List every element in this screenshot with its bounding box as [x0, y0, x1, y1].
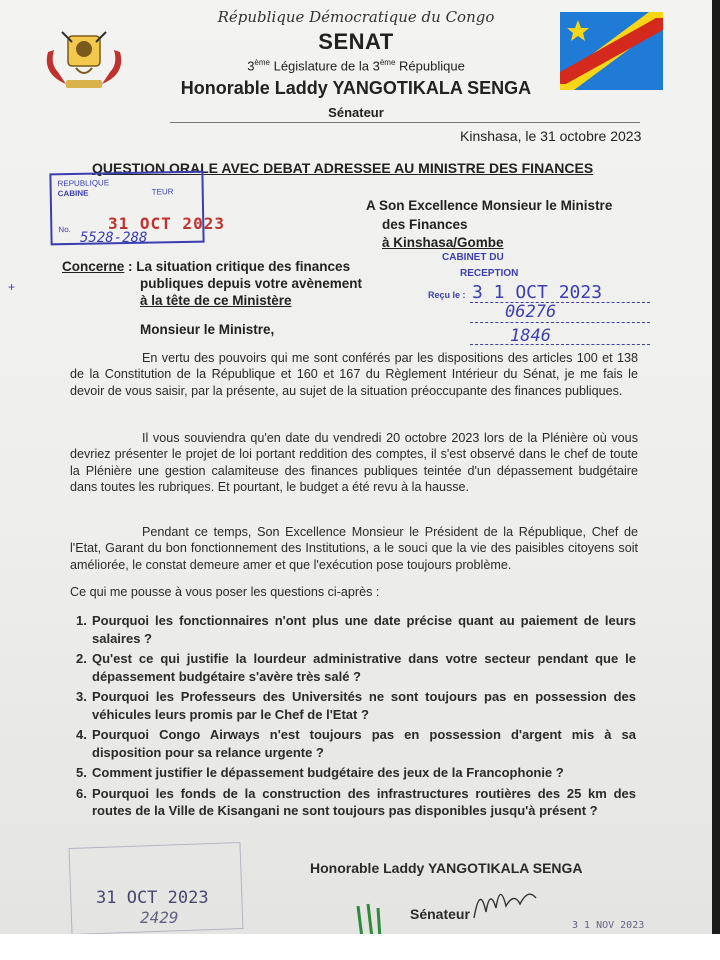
address-line3: à Kinshasa/Gombe — [382, 235, 504, 250]
bottom-right-stamp-date: 3 1 NOV 2023 — [572, 920, 645, 931]
margin-mark: + — [8, 280, 16, 294]
paragraph-4: Ce qui me pousse à vous poser les questions ci-après : — [70, 585, 380, 599]
date-line: Kinshasa, le 31 octobre 2023 — [460, 128, 642, 144]
stamp-left-line1: REPUBLIQUE — [57, 178, 110, 189]
bottom-left-stamp-ref: 2429 — [140, 908, 179, 927]
stamp-left-line2a: CABINE — [57, 188, 89, 199]
paragraph-1: En vertu des pouvoirs qui me sont conférés par les dispositions des articles 100 et 138 de la Constitution de la République et 160 et 167 du Règlement Intérieur du Sénat, je me fais le devoir de vous saisir, par la présente, au sujet de la situation préoccupante des finances publiques. — [70, 351, 638, 398]
concerne-line2: publiques depuis votre avènement — [140, 276, 363, 291]
list-item: 3. Pourquoi les Professeurs des Universités ne sont toujours pas en possession des véhicules leurs promis par le Chef de l'Etat ? — [76, 689, 636, 722]
header-divider — [170, 122, 640, 123]
paragraph-2: Il vous souviendra qu'en date du vendredi 20 octobre 2023 lors de la Plénière où vous devriez présenter le projet de loi portant reddition des comptes, il s'est observé dans le chef de toute la Plénière une gestion calamiteuse des finances publiques teintée d'un dépassement budgétaire dans toutes les rubriques. Et pourtant, le budget a été revu à la hausse. — [70, 431, 638, 494]
role-heading: Sénateur — [328, 105, 384, 120]
drc-flag-icon — [560, 12, 663, 90]
stamp-left-line2b: TEUR — [151, 187, 174, 197]
handwritten-signature-icon — [470, 878, 540, 928]
list-item: 2. Qu'est ce qui justifie la lourdeur administrative dans votre secteur pendant que le dépassement budgétaire s'avère très salé ? — [76, 651, 636, 684]
concerne-line1: : La situation critique des finances — [124, 259, 351, 274]
stamp-right-number2: 1846 — [510, 326, 551, 346]
concerne-line3: à la tête de ce Ministère — [140, 293, 292, 308]
concerne-label: Concerne — [62, 259, 125, 274]
stamp-left-line3: No. — [58, 224, 71, 235]
stamp-right-rule2 — [470, 322, 650, 323]
salutation: Monsieur le Ministre, — [140, 322, 275, 337]
bottom-left-stamp-date: 31 OCT 2023 — [96, 888, 209, 908]
legislature-line: 3ème Législature de la 3ème République — [247, 58, 465, 74]
paragraph-3: Pendant ce temps, Son Excellence Monsieur le Président de la République, Chef de l'Etat, Garant du bon fonctionnement des Institutions, a le souci que la vie des paisibles citoyens soit améliorée, le constat demeure amer et que l'exécution pose toujours problème. — [70, 525, 638, 572]
list-item: 1. Pourquoi les fonctionnaires n'ont plus une date précise quant au paiement de leurs salaires ? — [76, 613, 636, 646]
stamp-right-line1: CABINET DU — [442, 252, 504, 263]
signature-name: Honorable Laddy YANGOTIKALA SENGA — [310, 860, 583, 876]
address-line1: A Son Excellence Monsieur le Ministre — [366, 198, 613, 213]
list-item: 4. Pourquoi Congo Airways n'est toujours pas en possession d'argent mis à sa disposition pour sa relance urgente ? — [76, 727, 636, 760]
stamp-left-date: 31 OCT 2023 — [108, 214, 225, 233]
stamp-right-number: 06276 — [505, 302, 557, 322]
concerne-block — [62, 258, 362, 309]
signature-role: Sénateur — [410, 906, 470, 922]
stamp-right-line2: RECEPTION — [460, 268, 519, 279]
stamp-right-rule1 — [470, 302, 650, 303]
address-line2: des Finances — [382, 217, 468, 232]
stamp-right-recu: Reçu le : — [428, 290, 466, 300]
list-item: 5. Comment justifier le dépassement budgétaire des jeux de la Francophonie ? — [76, 765, 564, 780]
bottom-margin — [0, 934, 720, 960]
senat-heading: SENAT — [318, 29, 394, 54]
questions-list — [70, 612, 636, 823]
list-item: 6. Pourquoi les fonds de la construction des infrastructures routières des 25 km des routes de la Ville de Kisangani ne sont toujours pas disponibles jusqu'à présent ? — [76, 785, 636, 818]
honorable-heading: Honorable Laddy YANGOTIKALA SENGA — [180, 78, 532, 98]
republic-heading: République Démocratique du Congo — [217, 8, 495, 26]
subject-title: QUESTION ORALE AVEC DEBAT ADRESSEE AU MINISTRE DES FINANCES — [92, 160, 594, 176]
stamp-right-rule3 — [470, 344, 650, 345]
green-ink-mark-icon — [350, 900, 390, 934]
stamp-left-ref: 5528-288 — [80, 230, 148, 246]
stamp-right-date: 3 1 OCT 2023 — [472, 282, 603, 303]
